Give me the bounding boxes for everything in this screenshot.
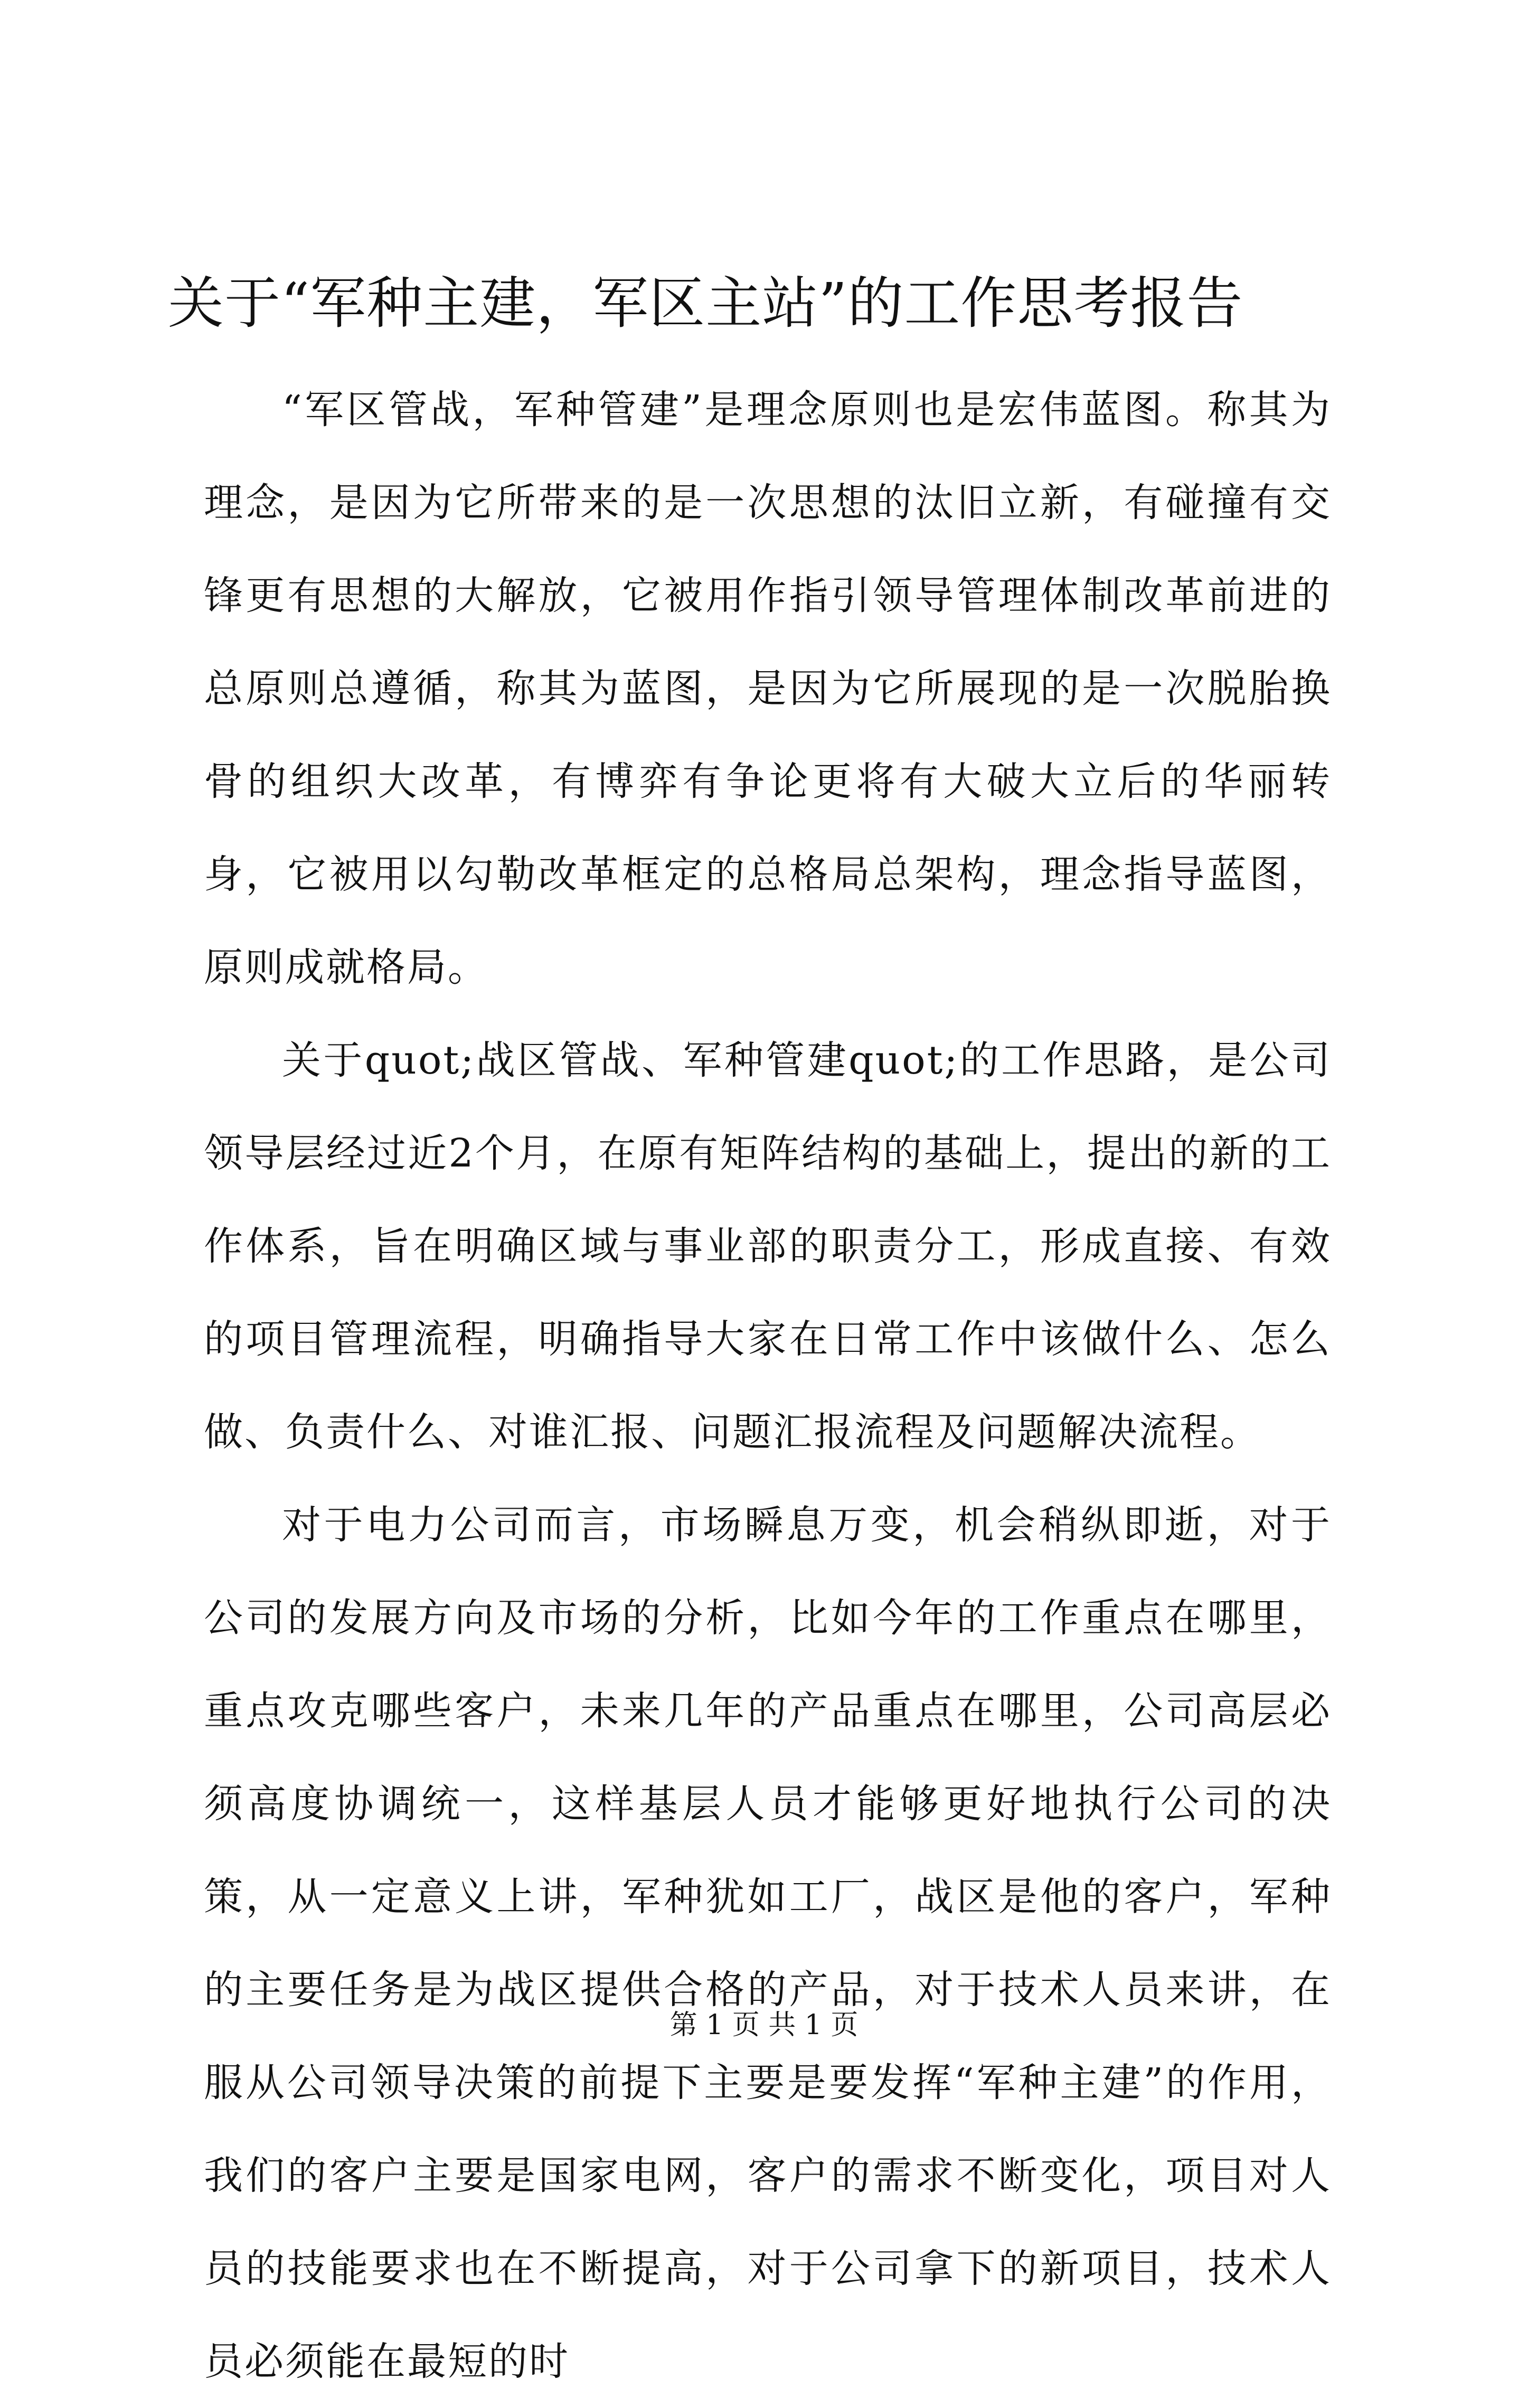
document-body: [204, 363, 1332, 2408]
body-paragraph: 对于电力公司而言，市场瞬息万变，机会稍纵即逝，对于公司的发展方向及市场的分析，比如今年的工作重点在哪里，重点攻克哪些客户，未来几年的产品重点在哪里，公司高层必须高度协调统一，这样基层人员才能够更好地执行公司的决策，从一定意义上讲，军种犹如工厂，战区是他的客户，军种的主要任务是为战区提供合格的产品，对于技术人员来讲，在服从公司领导决策的前提下主要是要发挥“军种主建”的作用，我们的客户主要是国家电网，客户的需求不断变化，项目对人员的技能要求也在不断提高，对于公司拿下的新项目，技术人员必须能在最短的时: [204, 1502, 1332, 2384]
page-footer: 第 1 页 共 1 页: [669, 2009, 859, 2041]
document-title: 关于“军种主建，军区主站”的工作思考报告: [168, 271, 1243, 336]
body-paragraph: “军区管战，军种管建”是理念原则也是宏伟蓝图。称其为理念，是因为它所带来的是一次思想的汰旧立新，有碰撞有交锋更有思想的大解放，它被用作指引领导管理体制改革前进的总原则总遵循，称其为蓝图，是因为它所展现的是一次脱胎换骨的组织大改革，有博弈有争论更将有大破大立后的华丽转身，它被用以勾勒改革框定的总格局总架构，理念指导蓝图，原则成就格局。: [204, 387, 1332, 990]
body-paragraph: 关于quot;战区管战、军种管建quot;的工作思路，是公司领导层经过近2个月，在原有矩阵结构的基础上，提出的新的工作体系，旨在明确区域与事业部的职责分工，形成直接、有效的项目管理流程，明确指导大家在日常工作中该做什么、怎么做、负责什么、对谁汇报、问题汇报流程及问题解决流程。: [204, 1038, 1332, 1455]
